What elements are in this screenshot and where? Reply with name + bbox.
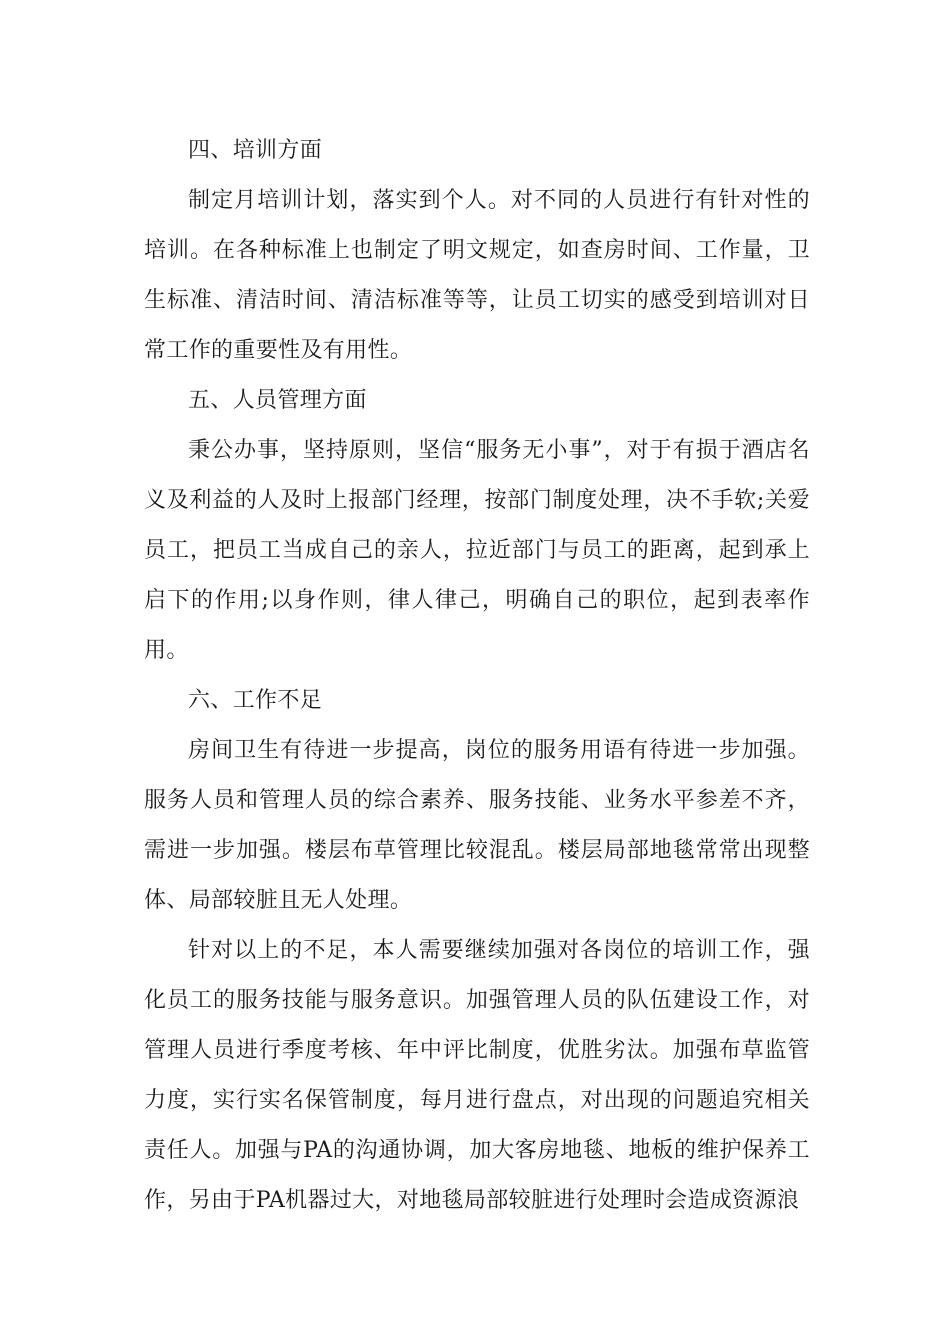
section-heading-personnel: 五、人员管理方面 [188,388,367,413]
paragraph-personnel: 秉公办事，坚持原则，坚信“服务无小事”，对于有损于酒店名义及利益的人及时上报部门经理，按部门制度处理，决不手软;关爱员工，把员工当成自己的亲人，拉近部门与员工的距离，起到承上启下的作用;以身作则，律人律己，明确自己的职位，起到表率作用。 [144,438,810,663]
section-heading-shortcomings: 六、工作不足 [188,688,323,713]
paragraph-training: 制定月培训计划，落实到个人。对不同的人员进行有针对性的培训。在各种标准上也制定了明文规定，如查房时间、工作量，卫生标准、清洁时间、清洁标准等等，让员工切实的感受到培训对日常工作的重要性及有用性。 [144,188,810,363]
section-heading-training: 四、培训方面 [188,138,323,163]
paragraph-shortcomings: 房间卫生有待进一步提高，岗位的服务用语有待进一步加强。服务人员和管理人员的综合素养、服务技能、业务水平参差不齐，需进一步加强。楼层布草管理比较混乱。楼层局部地毯常常出现整体、局部较脏且无人处理。 [144,738,810,913]
document-body [144,126,810,1226]
paragraph-improvements: 针对以上的不足，本人需要继续加强对各岗位的培训工作，强化员工的服务技能与服务意识。加强管理人员的队伍建设工作，对管理人员进行季度考核、年中评比制度，优胜劣汰。加强布草监管力度，实行实名保管制度，每月进行盘点，对出现的问题追究相关责任人。加强与PA的沟通协调，加大客房地毯、地板的维护保养工作，另由于PA机器过大，对地毯局部较脏进行处理时会造成资源浪 [144,938,810,1213]
